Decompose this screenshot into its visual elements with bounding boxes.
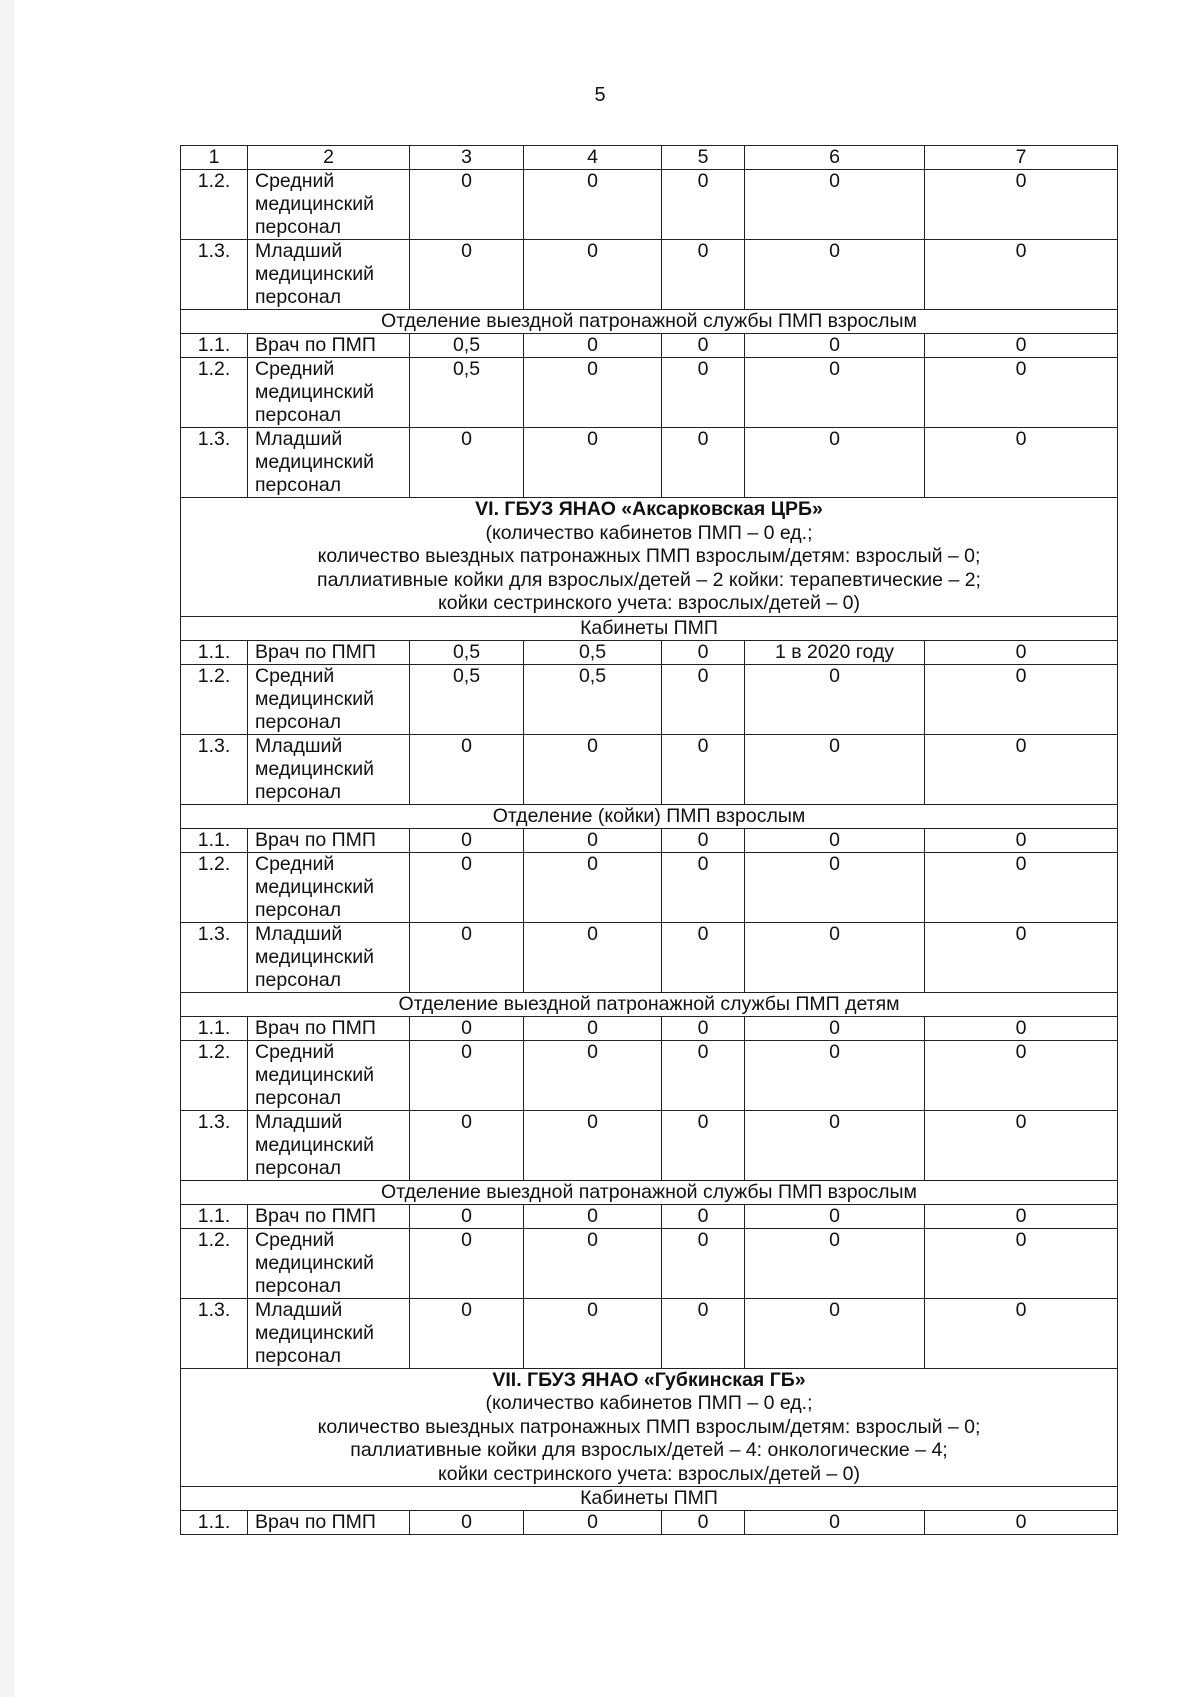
position-label: Средний медицинский персонал bbox=[248, 1040, 410, 1110]
value-cell: 0 bbox=[524, 358, 662, 428]
value-cell: 0 bbox=[662, 1298, 745, 1368]
row-number: 1.2. bbox=[181, 1040, 248, 1110]
value-cell: 0 bbox=[925, 1204, 1118, 1228]
value-cell: 0 bbox=[745, 358, 925, 428]
value-cell: 0 bbox=[925, 664, 1118, 734]
position-label: Младший медицинский персонал bbox=[248, 922, 410, 992]
institution-detail-line: койки сестринского учета: взрослых/детей – 0) bbox=[437, 1462, 861, 1485]
value-cell: 0 bbox=[410, 1040, 524, 1110]
value-cell: 0 bbox=[410, 1511, 524, 1535]
value-cell: 0 bbox=[410, 828, 524, 852]
row-number: 1.3. bbox=[181, 734, 248, 804]
column-number: 6 bbox=[745, 146, 925, 170]
value-cell: 0 bbox=[745, 734, 925, 804]
position-label: Средний медицинский персонал bbox=[248, 358, 410, 428]
column-number: 4 bbox=[524, 146, 662, 170]
value-cell: 0 bbox=[410, 1228, 524, 1298]
value-cell: 0 bbox=[410, 1110, 524, 1180]
table-row bbox=[181, 1228, 1118, 1298]
row-number: 1.2. bbox=[181, 170, 248, 240]
staffing-table bbox=[180, 145, 1118, 1535]
value-cell: 0 bbox=[745, 1110, 925, 1180]
value-cell: 0 bbox=[524, 1016, 662, 1040]
value-cell: 0 bbox=[925, 428, 1118, 498]
value-cell: 0 bbox=[925, 828, 1118, 852]
column-number-header-row bbox=[181, 146, 1118, 170]
table-row bbox=[181, 240, 1118, 310]
value-cell: 0 bbox=[745, 828, 925, 852]
section-row bbox=[181, 992, 1118, 1016]
value-cell: 0 bbox=[925, 358, 1118, 428]
section-row bbox=[181, 1487, 1118, 1511]
table-row bbox=[181, 1040, 1118, 1110]
section-row bbox=[181, 1180, 1118, 1204]
position-label: Младший медицинский персонал bbox=[248, 1110, 410, 1180]
value-cell: 0 bbox=[524, 922, 662, 992]
value-cell: 0 bbox=[662, 1228, 745, 1298]
value-cell: 0 bbox=[925, 1298, 1118, 1368]
value-cell: 0 bbox=[662, 922, 745, 992]
position-label: Врач по ПМП bbox=[248, 334, 410, 358]
value-cell: 0,5 bbox=[410, 358, 524, 428]
value-cell: 0 bbox=[524, 1228, 662, 1298]
page-number: 5 bbox=[594, 84, 606, 106]
institution-detail-line: количество выездных патронажных ПМП взрослым/детям: взрослый – 0; bbox=[317, 1415, 981, 1438]
table-row bbox=[181, 640, 1118, 664]
value-cell: 0 bbox=[410, 170, 524, 240]
value-cell: 0 bbox=[662, 334, 745, 358]
institution-title: VII. ГБУЗ ЯНАО «Губкинская ГБ» bbox=[492, 1368, 806, 1391]
table-row bbox=[181, 1511, 1118, 1535]
value-cell: 0 bbox=[925, 1228, 1118, 1298]
section-row bbox=[181, 804, 1118, 828]
value-cell: 0 bbox=[662, 852, 745, 922]
value-cell: 0 bbox=[524, 828, 662, 852]
position-label: Средний медицинский персонал bbox=[248, 170, 410, 240]
institution-detail-line: койки сестринского учета: взрослых/детей – 0) bbox=[437, 592, 861, 614]
value-cell: 0 bbox=[745, 1016, 925, 1040]
row-number: 1.2. bbox=[181, 358, 248, 428]
institution-block bbox=[181, 498, 1118, 617]
value-cell: 0 bbox=[662, 734, 745, 804]
value-cell: 0 bbox=[524, 1298, 662, 1368]
value-cell: 0 bbox=[925, 1040, 1118, 1110]
value-cell: 0 bbox=[745, 1204, 925, 1228]
row-number: 1.1. bbox=[181, 828, 248, 852]
section-row bbox=[181, 310, 1118, 334]
row-number: 1.1. bbox=[181, 1016, 248, 1040]
institution-title: VI. ГБУЗ ЯНАО «Аксарковская ЦРБ» bbox=[475, 498, 823, 520]
institution-detail-line: паллиативные койки для взрослых/детей – 2 койки: терапевтические – 2; bbox=[317, 568, 981, 591]
value-cell: 0 bbox=[745, 170, 925, 240]
table-row bbox=[181, 852, 1118, 922]
value-cell: 0 bbox=[410, 922, 524, 992]
value-cell: 0 bbox=[925, 1016, 1118, 1040]
table-row bbox=[181, 1298, 1118, 1368]
column-number: 7 bbox=[925, 146, 1118, 170]
value-cell: 0 bbox=[745, 240, 925, 310]
table-row bbox=[181, 428, 1118, 498]
position-label: Врач по ПМП bbox=[248, 828, 410, 852]
value-cell: 0 bbox=[925, 240, 1118, 310]
value-cell: 0 bbox=[745, 334, 925, 358]
value-cell: 0 bbox=[662, 1511, 745, 1535]
value-cell: 0 bbox=[925, 640, 1118, 664]
value-cell: 0,5 bbox=[410, 334, 524, 358]
value-cell: 0 bbox=[662, 1016, 745, 1040]
value-cell: 0 bbox=[662, 358, 745, 428]
value-cell: 0 bbox=[925, 334, 1118, 358]
position-label: Младший медицинский персонал bbox=[248, 734, 410, 804]
table-row bbox=[181, 170, 1118, 240]
value-cell: 0 bbox=[745, 852, 925, 922]
position-label: Врач по ПМП bbox=[248, 1016, 410, 1040]
position-label: Средний медицинский персонал bbox=[248, 664, 410, 734]
section-title: Отделение выездной патронажной службы ПМП детям bbox=[181, 992, 1118, 1016]
row-number: 1.1. bbox=[181, 640, 248, 664]
table-row bbox=[181, 922, 1118, 992]
table-row bbox=[181, 358, 1118, 428]
value-cell: 0,5 bbox=[524, 640, 662, 664]
value-cell: 0 bbox=[524, 1110, 662, 1180]
value-cell: 0 bbox=[745, 1298, 925, 1368]
value-cell: 0,5 bbox=[410, 640, 524, 664]
section-row bbox=[181, 616, 1118, 640]
value-cell: 0 bbox=[524, 1040, 662, 1110]
section-title: Отделение (койки) ПМП взрослым bbox=[181, 804, 1118, 828]
value-cell: 0 bbox=[410, 852, 524, 922]
position-label: Младший медицинский персонал bbox=[248, 240, 410, 310]
value-cell: 0 bbox=[524, 334, 662, 358]
row-number: 1.2. bbox=[181, 1228, 248, 1298]
column-number: 5 bbox=[662, 146, 745, 170]
institution-detail-line: количество выездных патронажных ПМП взрослым/детям: взрослый – 0; bbox=[317, 545, 981, 567]
row-number: 1.1. bbox=[181, 1204, 248, 1228]
value-cell: 0 bbox=[524, 734, 662, 804]
value-cell: 0 bbox=[745, 1511, 925, 1535]
value-cell: 0 bbox=[410, 1204, 524, 1228]
institution-detail-line: паллиативные койки для взрослых/детей – 4: онкологические – 4; bbox=[350, 1439, 948, 1461]
row-number: 1.3. bbox=[181, 922, 248, 992]
value-cell: 0 bbox=[410, 734, 524, 804]
row-number: 1.3. bbox=[181, 428, 248, 498]
value-cell: 0 bbox=[662, 664, 745, 734]
value-cell: 0 bbox=[925, 1511, 1118, 1535]
value-cell: 0 bbox=[410, 428, 524, 498]
column-number: 1 bbox=[181, 146, 248, 170]
position-label: Средний медицинский персонал bbox=[248, 1228, 410, 1298]
table-row bbox=[181, 828, 1118, 852]
institution-detail-line: (количество кабинетов ПМП – 0 ед.; bbox=[485, 1392, 813, 1414]
value-cell: 0 bbox=[662, 240, 745, 310]
value-cell: 0 bbox=[524, 428, 662, 498]
row-number: 1.1. bbox=[181, 1511, 248, 1535]
table-row bbox=[181, 734, 1118, 804]
value-cell: 0 bbox=[410, 1298, 524, 1368]
column-number: 2 bbox=[248, 146, 410, 170]
position-label: Младший медицинский персонал bbox=[248, 1298, 410, 1368]
value-cell: 0 bbox=[745, 428, 925, 498]
value-cell: 0,5 bbox=[410, 664, 524, 734]
value-cell: 0 bbox=[745, 922, 925, 992]
value-cell: 0 bbox=[745, 1228, 925, 1298]
value-cell: 0 bbox=[745, 664, 925, 734]
institution-detail-line: (количество кабинетов ПМП – 0 ед.; bbox=[485, 521, 813, 544]
position-label: Младший медицинский персонал bbox=[248, 428, 410, 498]
institution-row bbox=[181, 498, 1118, 617]
table-row bbox=[181, 334, 1118, 358]
section-title: Кабинеты ПМП bbox=[181, 1487, 1118, 1511]
value-cell: 0 bbox=[662, 170, 745, 240]
value-cell: 0 bbox=[662, 1204, 745, 1228]
value-cell: 0 bbox=[745, 1040, 925, 1110]
table-row bbox=[181, 1204, 1118, 1228]
value-cell: 0 bbox=[524, 852, 662, 922]
value-cell: 0 bbox=[925, 852, 1118, 922]
position-label: Врач по ПМП bbox=[248, 640, 410, 664]
institution-block bbox=[181, 1368, 1118, 1487]
value-cell: 0 bbox=[925, 734, 1118, 804]
table-row bbox=[181, 664, 1118, 734]
section-title: Отделение выездной патронажной службы ПМП взрослым bbox=[181, 310, 1118, 334]
value-cell: 0 bbox=[662, 1110, 745, 1180]
position-label: Средний медицинский персонал bbox=[248, 852, 410, 922]
position-label: Врач по ПМП bbox=[248, 1511, 410, 1535]
column-number: 3 bbox=[410, 146, 524, 170]
value-cell: 0 bbox=[410, 240, 524, 310]
value-cell: 0 bbox=[925, 922, 1118, 992]
value-cell: 0 bbox=[524, 1204, 662, 1228]
section-title: Отделение выездной патронажной службы ПМП взрослым bbox=[181, 1180, 1118, 1204]
value-cell: 0 bbox=[524, 1511, 662, 1535]
value-cell: 0 bbox=[662, 428, 745, 498]
row-number: 1.2. bbox=[181, 852, 248, 922]
value-cell: 0 bbox=[925, 170, 1118, 240]
value-cell: 0 bbox=[662, 1040, 745, 1110]
value-cell: 0 bbox=[925, 1110, 1118, 1180]
value-cell: 0 bbox=[524, 240, 662, 310]
value-cell: 0,5 bbox=[524, 664, 662, 734]
table-row bbox=[181, 1016, 1118, 1040]
value-cell: 0 bbox=[662, 640, 745, 664]
row-number: 1.3. bbox=[181, 240, 248, 310]
value-cell: 1 в 2020 году bbox=[745, 640, 925, 664]
row-number: 1.1. bbox=[181, 334, 248, 358]
row-number: 1.2. bbox=[181, 664, 248, 734]
institution-row bbox=[181, 1368, 1118, 1487]
position-label: Врач по ПМП bbox=[248, 1204, 410, 1228]
section-title: Кабинеты ПМП bbox=[181, 616, 1118, 640]
value-cell: 0 bbox=[524, 170, 662, 240]
row-number: 1.3. bbox=[181, 1298, 248, 1368]
row-number: 1.3. bbox=[181, 1110, 248, 1180]
value-cell: 0 bbox=[662, 828, 745, 852]
value-cell: 0 bbox=[410, 1016, 524, 1040]
table-row bbox=[181, 1110, 1118, 1180]
